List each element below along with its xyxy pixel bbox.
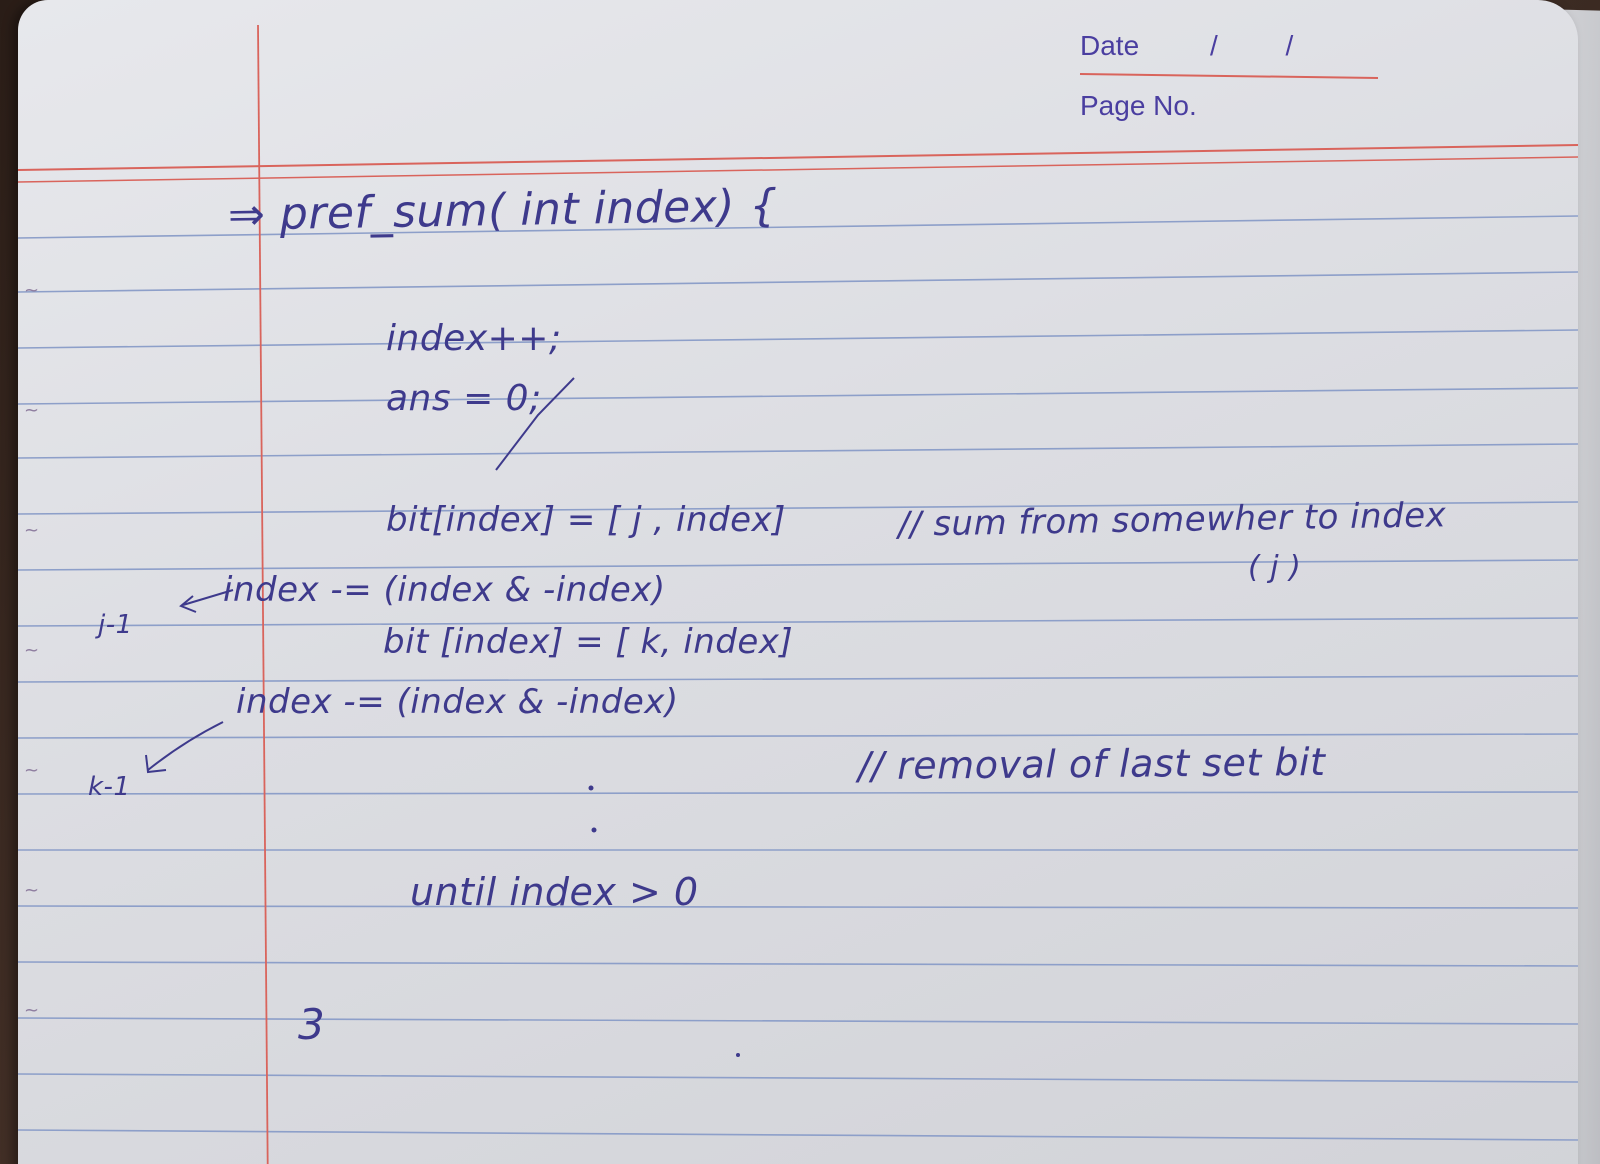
page-number-label: Page No.: [1080, 90, 1197, 121]
margin-wear-mark: ~: [24, 520, 40, 541]
date-underline: [1080, 74, 1378, 78]
notebook-page: [18, 0, 1578, 1164]
closing-brace: 3: [298, 1000, 326, 1049]
line-bit-second: bit [index] = [ k, index]: [383, 622, 794, 662]
header-rule-top: [18, 145, 1578, 170]
margin-wear-mark: ~: [24, 880, 40, 901]
margin-wear-mark: ~: [24, 400, 40, 421]
arrow-to-k: [148, 722, 223, 770]
margin-wear-mark: ~: [24, 760, 40, 781]
function-signature: ⇒ pref_sum( int index) {: [227, 180, 779, 241]
comment-j-marker: ( j ): [1248, 550, 1302, 585]
line-index-increment: index++;: [386, 318, 562, 359]
line-index-update-second: index -= (index & -index): [236, 682, 679, 722]
margin-wear-mark: ~: [24, 280, 40, 301]
comment-removal-last-set-bit: // removal of last set bit: [857, 739, 1326, 789]
blue-ruled-lines: [18, 216, 1578, 1140]
line-ans-init: ans = 0;: [386, 378, 542, 419]
continuation-dot-1: [589, 786, 594, 791]
side-note-k-minus-1: k-1: [88, 772, 131, 802]
side-note-j-minus-1: j-1: [98, 610, 133, 640]
margin-wear-mark: ~: [24, 1000, 40, 1021]
line-index-update-first: index -= (index & -index): [223, 570, 666, 610]
date-label: Date: [1080, 30, 1140, 61]
header-rule-bottom: [18, 157, 1578, 182]
date-separators: / /: [1210, 30, 1324, 61]
continuation-dot-3: [736, 1053, 740, 1057]
line-bit-first: bit[index] = [ j , index]: [386, 500, 786, 540]
margin-wear-mark: ~: [24, 640, 40, 661]
line-until-condition: until index > 0: [410, 870, 699, 914]
comment-sum-range: // sum from somewher to index: [897, 495, 1447, 545]
continuation-dot-2: [592, 828, 597, 833]
